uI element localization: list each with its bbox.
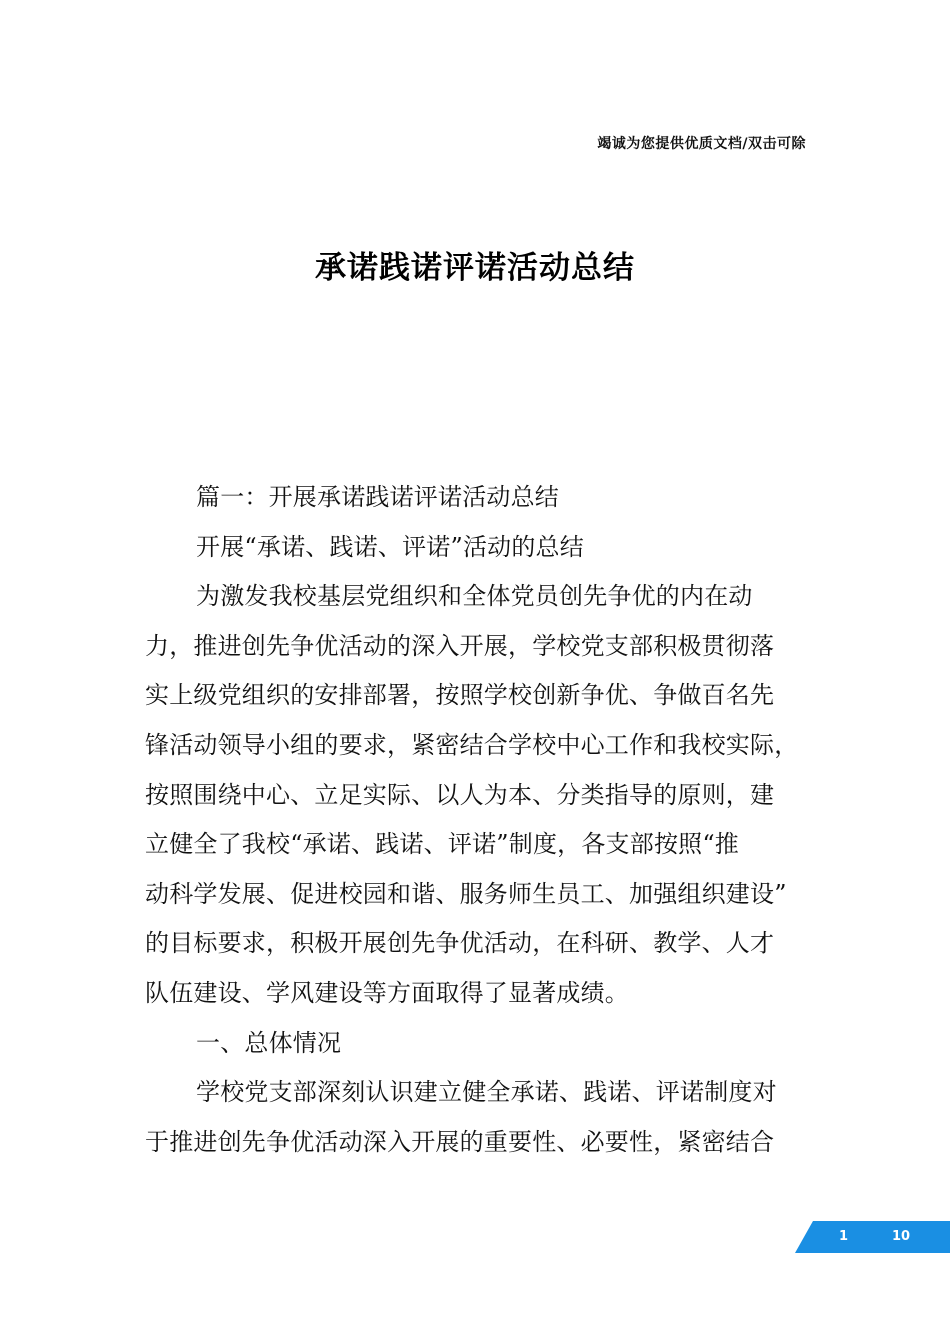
document-title: 承诺践诺评诺活动总结 [315, 250, 635, 286]
page-total-number: 10 [892, 1229, 911, 1244]
document-body [145, 473, 810, 1167]
section-heading: 一、总体情况 [196, 1028, 342, 1057]
header-note: 竭诚为您提供优质文档/双击可除 [597, 136, 806, 152]
page-badge-shape [795, 1221, 950, 1253]
paragraph-line: 学校党支部深刻认识建立健全承诺、践诺、评诺制度对 [196, 1078, 777, 1107]
page-indicator [795, 1221, 950, 1253]
paragraph-line: 立健全了我校“承诺、践诺、评诺”制度，各支部按照“推 [145, 830, 740, 859]
paragraph-line: 于推进创先争优活动深入开展的重要性、必要性，紧密结合 [145, 1127, 775, 1156]
section-heading: 篇一：开展承诺践诺评诺活动总结 [196, 483, 559, 511]
paragraph-line: 动科学发展、促进校园和谐、服务师生员工、加强组织建设” [145, 879, 787, 908]
paragraph-line: 锋活动领导小组的要求，紧密结合学校中心工作和我校实际， [145, 730, 799, 759]
page-current-number: 1 [839, 1229, 849, 1244]
paragraph-line: 实上级党组织的安排部署，按照学校创新争优、争做百名先 [145, 681, 775, 710]
paragraph-line: 队伍建设、学风建设等方面取得了显著成绩。 [145, 978, 629, 1007]
paragraph-line: 力，推进创先争优活动的深入开展，学校党支部积极贯彻落 [145, 631, 775, 660]
paragraph-line: 的目标要求，积极开展创先争优活动，在科研、教学、人才 [145, 929, 775, 958]
paragraph-line: 为激发我校基层党组织和全体党员创先争优的内在动 [196, 582, 753, 611]
paragraph-line: 按照围绕中心、立足实际、以人为本、分类指导的原则，建 [145, 780, 775, 809]
subtitle-line: 开展“承诺、践诺、评诺”活动的总结 [196, 532, 584, 561]
